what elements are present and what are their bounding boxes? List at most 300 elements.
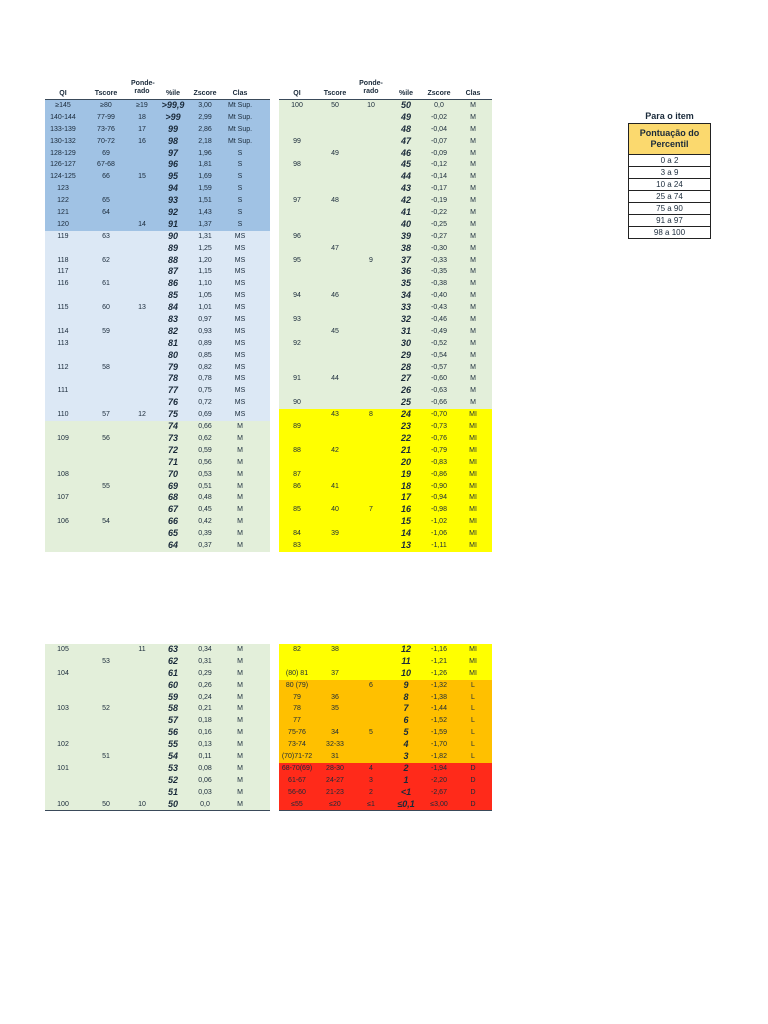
zscore-cell: -0,66 — [431, 399, 447, 407]
ponderado-cell: 17 — [138, 125, 146, 133]
table-row — [279, 739, 492, 751]
tscore-cell: 41 — [331, 482, 339, 490]
zscore-cell: 0,82 — [198, 363, 212, 371]
percentile-cell: 21 — [400, 444, 411, 455]
percentile-cell: 93 — [167, 195, 178, 206]
percentile-cell: 48 — [400, 123, 411, 134]
tscore-cell: 51 — [102, 753, 110, 761]
table-row — [45, 540, 270, 552]
clas-cell: MI — [469, 494, 477, 502]
percentile-cell: 86 — [167, 278, 178, 289]
clas-cell: M — [237, 506, 243, 514]
table-row — [279, 183, 492, 195]
qi-cell: 110 — [57, 411, 69, 419]
clas-cell: MS — [234, 351, 246, 359]
clas-cell: M — [470, 399, 476, 407]
tscore-cell: 35 — [331, 705, 339, 713]
clas-cell: MS — [234, 375, 246, 383]
qi-cell: 94 — [293, 292, 301, 300]
table-row — [45, 528, 270, 540]
clas-cell: MS — [234, 327, 246, 335]
zscore-cell: 0,85 — [198, 351, 212, 359]
tscore-cell: 32-33 — [326, 741, 344, 749]
zscore-cell: 1,15 — [198, 268, 212, 276]
zscore-cell: -1,44 — [431, 705, 447, 713]
table-row — [45, 159, 270, 171]
header-pctile: %ile — [398, 90, 413, 97]
percentile-cell: 95 — [167, 171, 178, 182]
table-row — [279, 457, 492, 469]
zscore-cell: -0,79 — [431, 446, 447, 454]
table-row — [45, 469, 270, 481]
legend-row: 0 a 2 — [629, 155, 711, 167]
tscore-cell: 28-30 — [326, 764, 344, 772]
qi-cell: 115 — [57, 304, 69, 312]
clas-cell: M — [237, 729, 243, 737]
table-row — [279, 504, 492, 516]
table-row — [45, 314, 270, 326]
percentile-cell: 45 — [400, 159, 411, 170]
zscore-cell: -0,57 — [431, 363, 447, 371]
clas-cell: D — [470, 788, 476, 796]
percentile-cell: 25 — [400, 397, 411, 408]
percentile-cell: 3 — [403, 751, 409, 762]
table-row — [45, 775, 270, 787]
clas-cell: M — [470, 387, 476, 395]
table-row — [45, 751, 270, 763]
qi-cell: (70)71-72 — [281, 753, 313, 761]
tscore-cell: ≤20 — [329, 800, 341, 808]
qi-cell: 73-74 — [288, 741, 306, 749]
zscore-cell: 1,51 — [198, 197, 212, 205]
table-row — [279, 644, 492, 656]
table-row — [279, 656, 492, 668]
qi-cell: 126-127 — [50, 161, 76, 169]
zscore-cell: -0,86 — [431, 470, 447, 478]
zscore-cell: 0,0 — [434, 102, 444, 109]
clas-cell: M — [237, 530, 243, 538]
percentile-cell: 34 — [400, 290, 411, 301]
clas-cell: MI — [469, 657, 477, 665]
header-zscore: Zscore — [193, 90, 217, 97]
zscore-cell: 0,72 — [198, 399, 212, 407]
table-row — [45, 100, 270, 112]
percentile-cell: 29 — [400, 349, 411, 360]
zscore-cell: -0,98 — [431, 506, 447, 514]
percentile-cell: 47 — [400, 135, 411, 146]
zscore-cell: -2,67 — [431, 788, 447, 796]
qi-cell: 105 — [57, 646, 69, 653]
qi-cell: 98 — [293, 161, 301, 169]
clas-cell: MI — [469, 530, 477, 538]
zscore-cell: -0,22 — [431, 209, 447, 217]
qi-cell: 95 — [293, 256, 301, 264]
clas-cell: M — [470, 149, 476, 157]
percentile-cell: 4 — [403, 739, 409, 750]
table-row — [279, 195, 492, 207]
qi-cell: 113 — [57, 339, 69, 347]
clas-cell: M — [237, 434, 243, 442]
table-row — [279, 278, 492, 290]
qi-cell: 96 — [293, 232, 301, 240]
table-row — [45, 516, 270, 528]
zscore-cell: 0,53 — [198, 470, 212, 478]
table-row — [279, 124, 492, 136]
table-row — [45, 504, 270, 516]
clas-cell: M — [237, 482, 243, 490]
zscore-cell: -0,12 — [431, 161, 447, 169]
zscore-cell: 2,99 — [198, 113, 212, 121]
clas-cell: S — [237, 197, 243, 205]
clas-cell: D — [470, 764, 476, 772]
qi-cell: 103 — [57, 705, 69, 713]
ponderado-cell: 11 — [138, 646, 146, 653]
clas-cell: MS — [234, 256, 246, 264]
zscore-cell: -1,82 — [431, 753, 447, 761]
zscore-cell: 1,31 — [198, 232, 212, 240]
percentile-cell: 30 — [400, 337, 411, 348]
table-row — [45, 481, 270, 493]
table-row — [45, 124, 270, 136]
clas-cell: M — [470, 209, 476, 217]
qi-cell: 84 — [293, 530, 301, 538]
table-row — [279, 727, 492, 739]
clas-cell: M — [237, 788, 243, 796]
table-row — [279, 385, 492, 397]
zscore-cell: -0,17 — [431, 185, 447, 193]
tscore-cell: 69 — [102, 149, 110, 157]
tscore-cell: 40 — [331, 506, 339, 514]
zscore-cell: -1,26 — [431, 669, 447, 677]
table-row — [279, 350, 492, 362]
clas-cell: L — [471, 693, 475, 701]
qi-cell: 119 — [57, 232, 69, 240]
table-row — [45, 656, 270, 668]
tscore-cell: 50 — [331, 102, 339, 109]
percentile-cell: 92 — [167, 207, 178, 218]
ponderado-cell: 10 — [367, 102, 375, 109]
legend-row: 98 a 100 — [629, 227, 711, 239]
header-pond: Ponde- rado — [359, 80, 383, 95]
tscore-cell: 62 — [102, 256, 110, 264]
table-row — [279, 112, 492, 124]
zscore-cell: -0,83 — [431, 458, 447, 466]
zscore-cell: -1,32 — [431, 681, 447, 689]
percentile-cell: 99 — [167, 123, 178, 134]
zscore-cell: -0,07 — [431, 137, 447, 145]
zscore-cell: -0,70 — [431, 411, 447, 419]
zscore-cell: 1,25 — [198, 244, 212, 252]
clas-cell: M — [470, 137, 476, 145]
header-ql: QI — [59, 90, 67, 97]
percentile-cell: 81 — [167, 337, 178, 348]
percentile-cell: >99 — [165, 111, 181, 122]
zscore-cell: -1,59 — [431, 729, 447, 737]
clas-cell: M — [470, 339, 476, 347]
table-row — [279, 540, 492, 552]
zscore-cell: -1,52 — [431, 717, 447, 725]
legend-table — [628, 123, 711, 239]
clas-cell: MI — [469, 506, 477, 514]
header-ql: QI — [293, 90, 301, 97]
percentile-cell: 35 — [400, 278, 411, 289]
clas-cell: MI — [469, 541, 477, 549]
table-row — [279, 231, 492, 243]
tscore-cell: 42 — [331, 446, 339, 454]
percentile-cell: >99,9 — [161, 100, 185, 110]
tscore-cell: 24-27 — [326, 776, 344, 784]
percentile-cell: 68 — [167, 492, 178, 503]
percentile-cell: 64 — [167, 539, 178, 550]
tscore-cell: 31 — [331, 753, 339, 761]
table-row — [45, 112, 270, 124]
table-row — [45, 409, 270, 421]
clas-cell: MS — [234, 411, 246, 419]
table-row — [279, 171, 492, 183]
table-row — [45, 433, 270, 445]
qi-cell: 109 — [57, 434, 69, 442]
table-row — [45, 457, 270, 469]
clas-cell: M — [237, 681, 243, 689]
clas-cell: M — [237, 446, 243, 454]
qi-cell: 111 — [57, 387, 69, 395]
percentile-cell: 75 — [167, 409, 178, 420]
percentile-cell: 49 — [400, 111, 411, 122]
tscore-cell: 59 — [102, 327, 110, 335]
zscore-cell: 0,18 — [198, 717, 212, 725]
percentile-cell: 20 — [400, 456, 411, 467]
percentile-cell: 50 — [167, 798, 178, 809]
qi-cell: 87 — [293, 470, 301, 478]
percentile-cell: 13 — [400, 539, 411, 550]
percentile-cell: 97 — [167, 147, 178, 158]
percentile-cell: 42 — [400, 195, 411, 206]
percentile-cell: 65 — [167, 528, 178, 539]
table-right-top — [279, 79, 492, 552]
qi-cell: 88 — [293, 446, 301, 454]
header-tscore: Tscore — [94, 90, 118, 97]
clas-cell: M — [237, 800, 243, 808]
tscore-cell: 50 — [102, 800, 110, 808]
zscore-cell: 0,45 — [198, 506, 212, 514]
tscore-cell: 34 — [331, 729, 339, 737]
table-row — [45, 266, 270, 278]
percentile-cell: 73 — [167, 432, 178, 443]
qi-cell: 112 — [57, 363, 69, 371]
zscore-cell: -0,49 — [431, 327, 447, 335]
percentile-cell: 7 — [403, 703, 409, 714]
clas-cell: S — [237, 161, 243, 169]
qi-cell: 121 — [57, 209, 69, 217]
table-row — [279, 373, 492, 385]
percentile-cell: 53 — [167, 762, 178, 773]
percentile-cell: 74 — [167, 421, 178, 432]
clas-cell: M — [470, 185, 476, 193]
percentile-cell: 17 — [400, 492, 411, 503]
percentile-cell: 89 — [167, 242, 178, 253]
zscore-cell: 1,05 — [198, 292, 212, 300]
clas-cell: MI — [469, 646, 477, 653]
table-left-bottom — [45, 644, 270, 811]
percentile-cell: 36 — [400, 266, 411, 277]
clas-cell: M — [470, 316, 476, 324]
percentile-cell: 76 — [167, 397, 178, 408]
zscore-cell: -1,06 — [431, 530, 447, 538]
zscore-cell: 1,43 — [198, 209, 212, 217]
clas-cell: M — [470, 256, 476, 264]
clas-cell: MS — [234, 399, 246, 407]
zscore-cell: 1,96 — [198, 149, 212, 157]
tscore-cell: 54 — [102, 518, 110, 526]
tscore-cell: 67-68 — [97, 161, 115, 169]
ponderado-cell: 15 — [138, 173, 146, 181]
table-row — [45, 278, 270, 290]
table-row — [279, 528, 492, 540]
clas-cell: M — [470, 363, 476, 371]
percentile-cell: 52 — [167, 774, 178, 785]
zscore-cell: 0,06 — [198, 776, 212, 784]
qi-cell: 117 — [57, 268, 69, 276]
clas-cell: L — [471, 729, 475, 737]
zscore-cell: 0,03 — [198, 788, 212, 796]
header-pond: Ponde- rado — [131, 80, 155, 95]
percentile-cell: 31 — [400, 325, 411, 336]
qi-cell: 85 — [293, 506, 301, 514]
zscore-cell: 0,75 — [198, 387, 212, 395]
clas-cell: M — [470, 125, 476, 133]
header-pctile: %ile — [165, 90, 180, 97]
percentile-cell: 22 — [400, 432, 411, 443]
qi-cell: 68-70(69) — [281, 764, 313, 772]
qi-cell: 93 — [293, 316, 301, 324]
zscore-cell: 0,51 — [198, 482, 212, 490]
clas-cell: MS — [234, 387, 246, 395]
tscore-cell: 39 — [331, 530, 339, 538]
table-row — [45, 680, 270, 692]
ponderado-cell: 18 — [138, 113, 146, 121]
qi-cell: ≤55 — [291, 800, 303, 808]
zscore-cell: 0,89 — [198, 339, 212, 347]
zscore-cell: 0,21 — [198, 705, 212, 713]
qi-cell: 104 — [57, 669, 69, 677]
table-row — [45, 326, 270, 338]
percentile-cell: 87 — [167, 266, 178, 277]
qi-cell: 108 — [57, 470, 69, 478]
clas-cell: M — [470, 375, 476, 383]
table-row — [279, 715, 492, 727]
clas-cell: MI — [469, 411, 477, 419]
table-row — [279, 516, 492, 528]
qi-cell: 90 — [293, 399, 301, 407]
clas-cell: Mt Sup. — [227, 137, 253, 145]
clas-cell: M — [470, 113, 476, 121]
clas-cell: M — [470, 161, 476, 169]
percentile-cell: 94 — [167, 183, 178, 194]
clas-cell: MI — [469, 669, 477, 677]
header-zscore: Zscore — [427, 90, 451, 97]
percentile-cell: 69 — [167, 480, 178, 491]
clas-cell: M — [470, 268, 476, 276]
table-row — [279, 409, 492, 421]
zscore-cell: 0,78 — [198, 375, 212, 383]
zscore-cell: -1,94 — [431, 764, 447, 772]
percentile-cell: 43 — [400, 183, 411, 194]
percentile-cell: 8 — [403, 691, 409, 702]
percentile-cell: 57 — [167, 715, 178, 726]
ponderado-cell: ≥19 — [136, 102, 148, 109]
clas-cell: S — [237, 185, 243, 193]
table-row — [45, 183, 270, 195]
table-row — [45, 373, 270, 385]
clas-cell: M — [470, 102, 476, 109]
ponderado-cell: 4 — [369, 764, 373, 772]
zscore-cell: -0,33 — [431, 256, 447, 264]
percentile-cell: 23 — [400, 421, 411, 432]
qi-cell: 86 — [293, 482, 301, 490]
zscore-cell: -0,27 — [431, 232, 447, 240]
percentile-cell: 66 — [167, 516, 178, 527]
tscore-cell: 64 — [102, 209, 110, 217]
percentile-cell: 79 — [167, 361, 178, 372]
percentile-cell: 6 — [403, 715, 409, 726]
qi-cell: 79 — [293, 693, 301, 701]
ponderado-cell: 14 — [138, 220, 146, 228]
table-row — [45, 421, 270, 433]
percentile-cell: 15 — [400, 516, 411, 527]
zscore-cell: 0,11 — [198, 753, 212, 761]
percentile-cell: 88 — [167, 254, 178, 265]
zscore-cell: -1,21 — [431, 657, 447, 665]
zscore-cell: -1,11 — [431, 541, 447, 549]
table-row — [45, 148, 270, 160]
table-row — [45, 644, 270, 656]
qi-cell: 82 — [293, 646, 301, 653]
qi-cell: 107 — [57, 494, 69, 502]
table-row — [45, 136, 270, 148]
zscore-cell: 0,31 — [198, 657, 212, 665]
clas-cell: MI — [469, 470, 477, 478]
legend-row: 91 a 97 — [629, 215, 711, 227]
percentile-cell: 72 — [167, 444, 178, 455]
clas-cell: S — [237, 209, 243, 217]
percentile-cell: 77 — [167, 385, 178, 396]
legend-row: 75 a 90 — [629, 203, 711, 215]
qi-cell: ≥145 — [55, 102, 71, 109]
tscore-cell: 49 — [331, 149, 339, 157]
table-row — [45, 715, 270, 727]
zscore-cell: -0,73 — [431, 423, 447, 431]
zscore-cell: -1,16 — [431, 646, 447, 653]
clas-cell: S — [237, 173, 243, 181]
zscore-cell: 1,69 — [198, 173, 212, 181]
header-clas: Clas — [465, 90, 481, 97]
table-row — [279, 763, 492, 775]
percentile-cell: 90 — [167, 230, 178, 241]
tscore-cell: 70-72 — [97, 137, 115, 145]
zscore-cell: -0,35 — [431, 268, 447, 276]
percentile-cell: 98 — [167, 135, 178, 146]
table-row — [279, 290, 492, 302]
zscore-cell: -0,38 — [431, 280, 447, 288]
zscore-cell: 3,00 — [198, 102, 212, 109]
clas-cell: MI — [469, 423, 477, 431]
clas-cell: MS — [234, 339, 246, 347]
table-row — [279, 421, 492, 433]
clas-cell: D — [470, 776, 476, 784]
zscore-cell: 1,59 — [198, 185, 212, 193]
percentile-cell: 38 — [400, 242, 411, 253]
percentile-cell: 19 — [400, 468, 411, 479]
